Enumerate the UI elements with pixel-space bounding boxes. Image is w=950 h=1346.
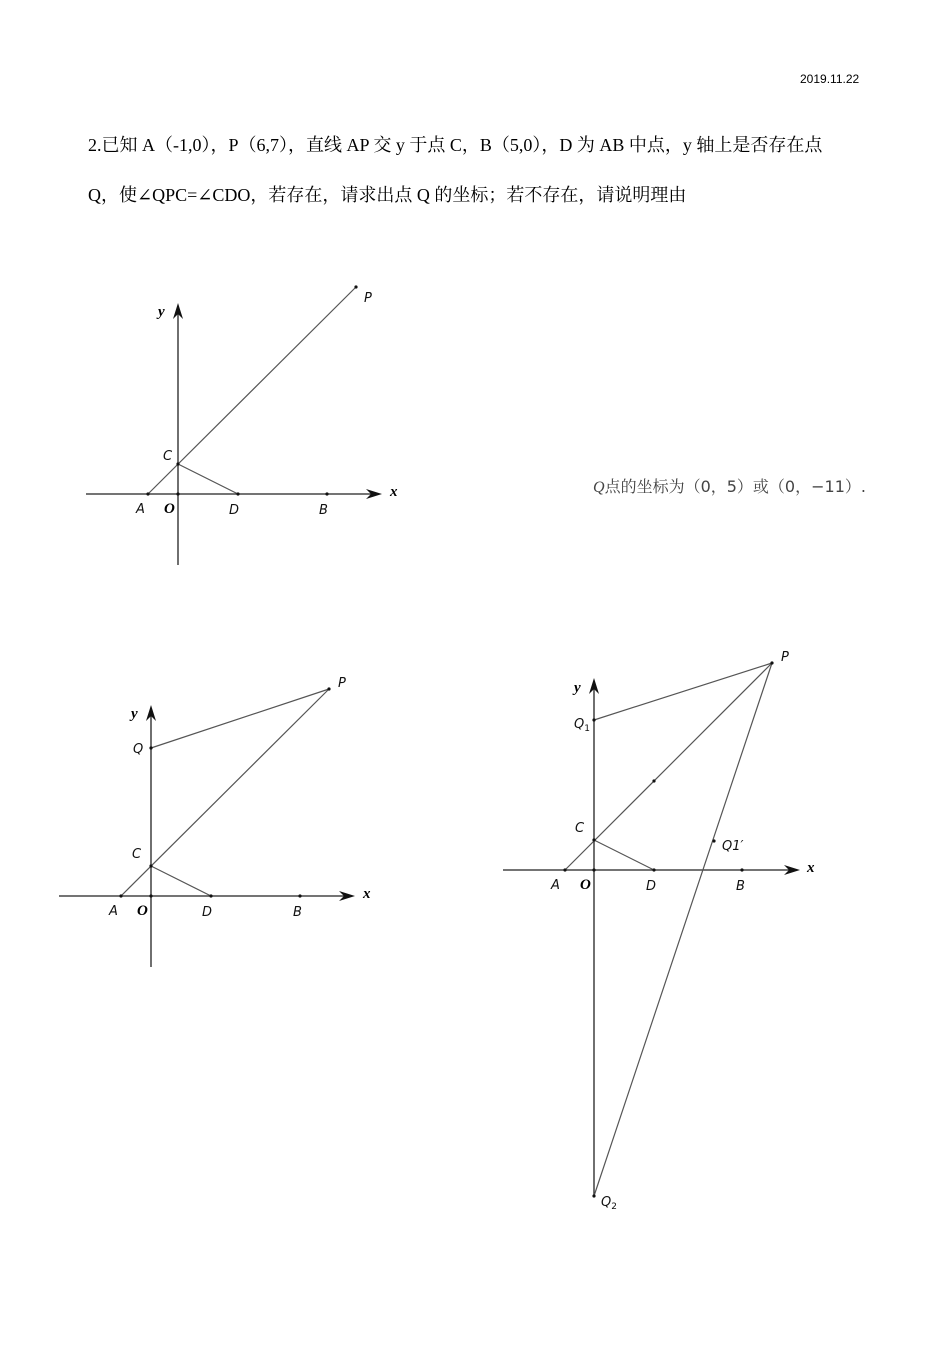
segment <box>594 663 772 1196</box>
point-dot <box>149 746 152 749</box>
point-dot <box>592 868 595 871</box>
label-C: C <box>132 847 142 862</box>
point-dot <box>652 779 655 782</box>
segment <box>151 689 329 748</box>
label-Q: Q <box>133 742 144 757</box>
label-D: D <box>202 905 213 920</box>
label-Q2: $Q_2$ <box>601 1195 617 1212</box>
label-y: y <box>574 680 581 696</box>
answer-body: 点的坐标为（0，5）或（0，−11）. <box>604 477 866 496</box>
point-dot <box>354 285 357 288</box>
label-y: y <box>158 304 165 320</box>
label-Q1: $Q_1$ <box>574 717 590 734</box>
point-dot <box>592 718 595 721</box>
label-B: B <box>736 879 745 894</box>
point-dot <box>325 492 328 495</box>
point-dot <box>563 868 566 871</box>
point-dot <box>146 492 149 495</box>
label-P: P <box>338 676 346 691</box>
point-dot <box>592 1194 595 1197</box>
label-B: B <box>293 905 302 920</box>
point-dot <box>149 864 152 867</box>
label-C: C <box>575 821 585 836</box>
point-dot <box>209 894 212 897</box>
point-dot <box>592 838 595 841</box>
label-Q1p: Q1′ <box>722 839 744 854</box>
answer-q: Q <box>593 479 605 496</box>
point-dot <box>740 868 743 871</box>
point-dot <box>176 492 179 495</box>
date: 2019.11.22 <box>800 72 860 86</box>
point-dot <box>770 661 773 664</box>
segment <box>151 866 211 896</box>
segment <box>594 840 654 870</box>
label-x: x <box>363 886 371 902</box>
point-dot <box>712 839 715 842</box>
point-dot <box>176 462 179 465</box>
point-dot <box>119 894 122 897</box>
point-dot <box>652 868 655 871</box>
label-A: A <box>551 878 560 893</box>
segment <box>594 663 772 720</box>
label-A: A <box>109 904 118 919</box>
point-dot <box>149 894 152 897</box>
label-D: D <box>646 879 657 894</box>
label-B: B <box>319 503 328 518</box>
label-D: D <box>229 503 240 518</box>
segment <box>178 464 238 494</box>
question-line-1: 2.已知 A（-1,0），P（6,7），直线 AP 交 y 于点 C，B（5,0），D 为 AB 中点，y 轴上是否存在点 <box>88 135 823 155</box>
label-C: C <box>163 449 173 464</box>
point-dot <box>236 492 239 495</box>
label-A: A <box>136 502 145 517</box>
label-O: O <box>580 877 591 893</box>
label-P: P <box>364 291 372 306</box>
question-line-2: Q，使∠QPC=∠CDO，若存在，请求出点 Q 的坐标；若不存在，请说明理由 <box>88 185 687 205</box>
label-O: O <box>137 903 148 919</box>
label-O: O <box>164 501 175 517</box>
point-dot <box>327 687 330 690</box>
label-x: x <box>390 484 398 500</box>
point-dot <box>298 894 301 897</box>
label-P: P <box>781 650 789 665</box>
label-y: y <box>131 706 138 722</box>
label-x: x <box>807 860 815 876</box>
